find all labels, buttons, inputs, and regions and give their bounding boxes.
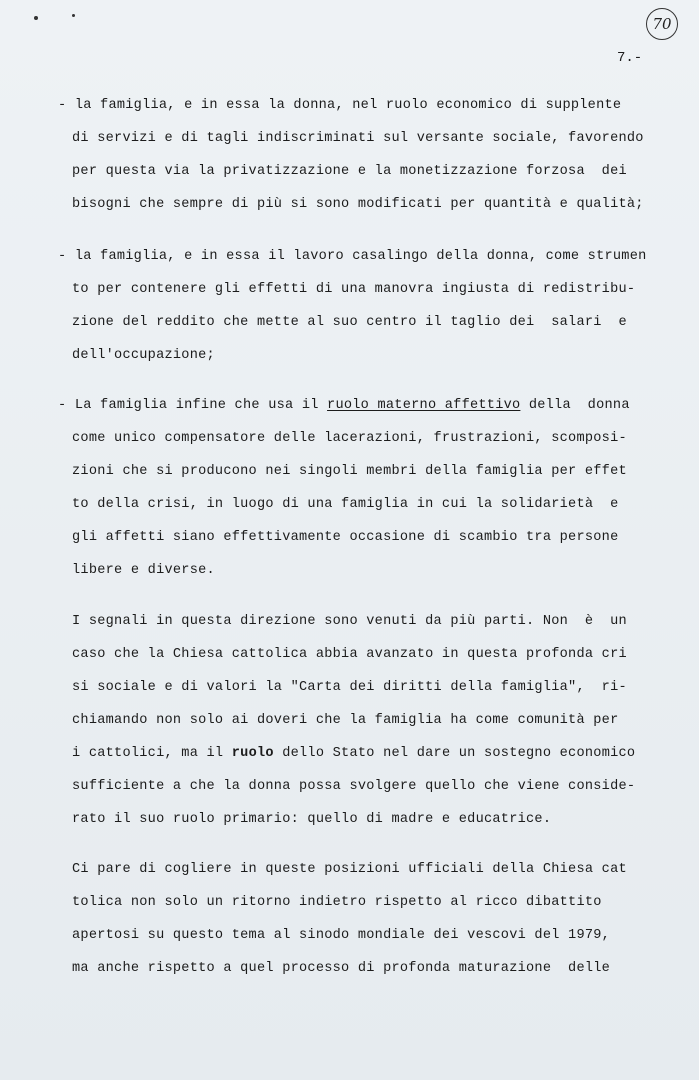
text-line: apertosi su questo tema al sinodo mondiale dei vescovi del 1979, — [72, 928, 611, 943]
text-line: caso che la Chiesa cattolica abbia avanzato in questa profonda cri — [72, 647, 627, 662]
text-line: come unico compensatore delle lacerazioni, frustrazioni, scomposi- — [72, 431, 627, 446]
text-line: bisogni che sempre di più si sono modificati per quantità e qualità; — [72, 197, 644, 212]
archive-stamp: 70 — [646, 8, 678, 40]
text-line: gli affetti siano effettivamente occasione di scambio tra persone — [72, 530, 619, 545]
text-line: Ci pare di cogliere in queste posizioni ufficiali della Chiesa cat — [72, 862, 627, 877]
text-line: per questa via la privatizzazione e la monetizzazione forzosa dei — [72, 164, 627, 179]
text-line: to della crisi, in luogo di una famiglia in cui la solidarietà e — [72, 497, 619, 512]
text-line: tolica non solo un ritorno indietro rispetto al ricco dibattito — [72, 895, 602, 910]
text-line: sufficiente a che la donna possa svolgere quello che viene conside- — [72, 779, 636, 794]
page-number: 7.- — [617, 50, 643, 66]
text-line: si sociale e di valori la "Carta dei diritti della famiglia", ri- — [72, 680, 627, 695]
text-line: zioni che si producono nei singoli membri della famiglia per effet — [72, 464, 627, 479]
text-line: - la famiglia, e in essa la donna, nel ruolo economico di supplente — [58, 98, 622, 113]
text-line: to per contenere gli effetti di una manovra ingiusta di redistribu- — [72, 282, 636, 297]
bold-word: ruolo — [231, 746, 274, 761]
text-line: - la famiglia, e in essa il lavoro casalingo della donna, come strumen — [58, 249, 647, 264]
text-line: libere e diverse. — [72, 563, 215, 578]
text-line: chiamando non solo ai doveri che la famiglia ha come comunità per — [72, 713, 619, 728]
underlined-phrase: ruolo materno affettivo — [327, 398, 521, 413]
text-line: dell'occupazione; — [72, 348, 215, 363]
text-line: i cattolici, ma il ruolo dello Stato nel dare un sostegno economico — [72, 746, 636, 761]
text-line: - La famiglia infine che usa il ruolo materno affettivo della donna — [58, 398, 630, 413]
text-line: zione del reddito che mette al suo centro il taglio dei salari e — [72, 315, 627, 330]
ink-mark — [72, 14, 75, 17]
text-line: rato il suo ruolo primario: quello di madre e educatrice. — [72, 812, 552, 827]
text-line: di servizi e di tagli indiscriminati sul versante sociale, favorendo — [72, 131, 644, 146]
text-line: I segnali in questa direzione sono venuti da più parti. Non è un — [72, 614, 627, 629]
ink-mark — [34, 16, 38, 20]
text-line: ma anche rispetto a quel processo di profonda maturazione delle — [72, 961, 611, 976]
